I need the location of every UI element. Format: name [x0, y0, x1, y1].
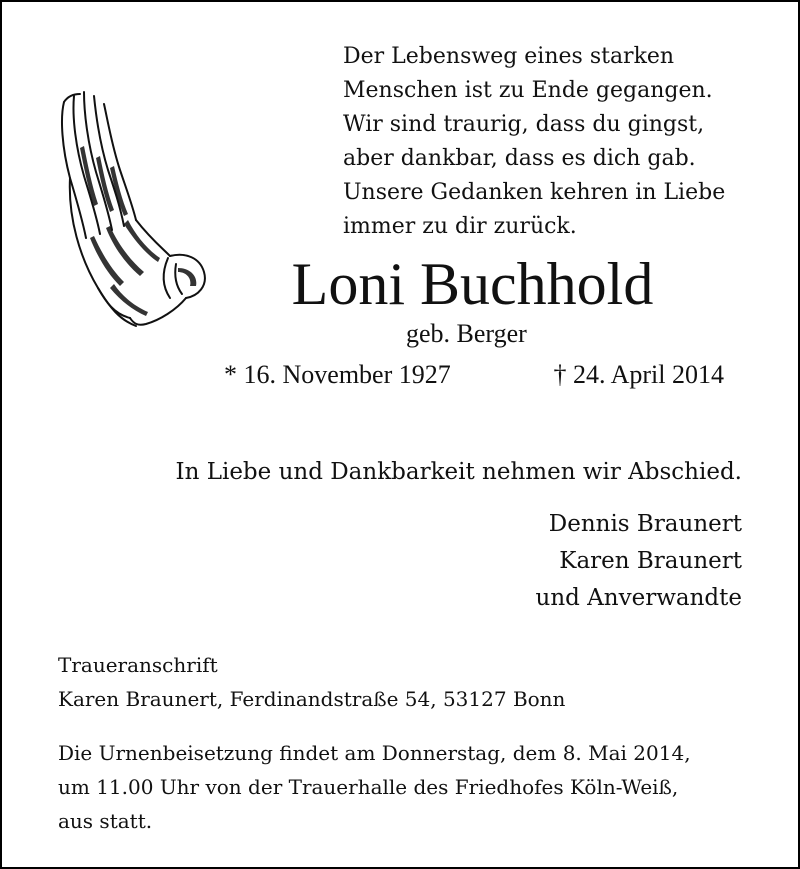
maiden-name: geb. Berger — [406, 319, 527, 348]
address-value: Karen Braunert, Ferdinandstraße 54, 53127 Bonn — [58, 687, 566, 711]
address-label: Traueranschrift — [58, 653, 218, 677]
death-date: † 24. April 2014 — [553, 360, 724, 389]
mourner-name: und Anverwandte — [535, 585, 742, 611]
poem-line: Der Lebensweg eines starken — [343, 44, 675, 69]
mourning-address — [58, 648, 565, 716]
poem-line: immer zu dir zurück. — [343, 214, 577, 239]
poem-line: Menschen ist zu Ende gegangen. — [343, 78, 713, 103]
birth-date: * 16. November 1927 — [224, 360, 451, 389]
farewell-line: In Liebe und Dankbarkeit nehmen wir Abschied. — [175, 459, 742, 485]
mourners-list — [536, 506, 742, 617]
poem-line: Unsere Gedanken kehren in Liebe — [343, 180, 726, 205]
notice-line: Die Urnenbeisetzung findet am Donnerstag, dem 8. Mai 2014, — [58, 741, 691, 765]
burial-notice — [58, 736, 691, 838]
poem-line: Wir sind traurig, dass du gingst, — [343, 112, 705, 137]
notice-line: um 11.00 Uhr von der Trauerhalle des Friedhofes Köln-Weiß, — [58, 775, 679, 799]
memorial-poem — [343, 40, 725, 244]
notice-line: aus statt. — [58, 809, 153, 833]
mourner-name: Dennis Braunert — [548, 511, 742, 537]
poem-line: aber dankbar, dass es dich gab. — [343, 146, 696, 171]
mourner-name: Karen Braunert — [559, 548, 742, 574]
deceased-name: Loni Buchhold — [291, 251, 654, 317]
